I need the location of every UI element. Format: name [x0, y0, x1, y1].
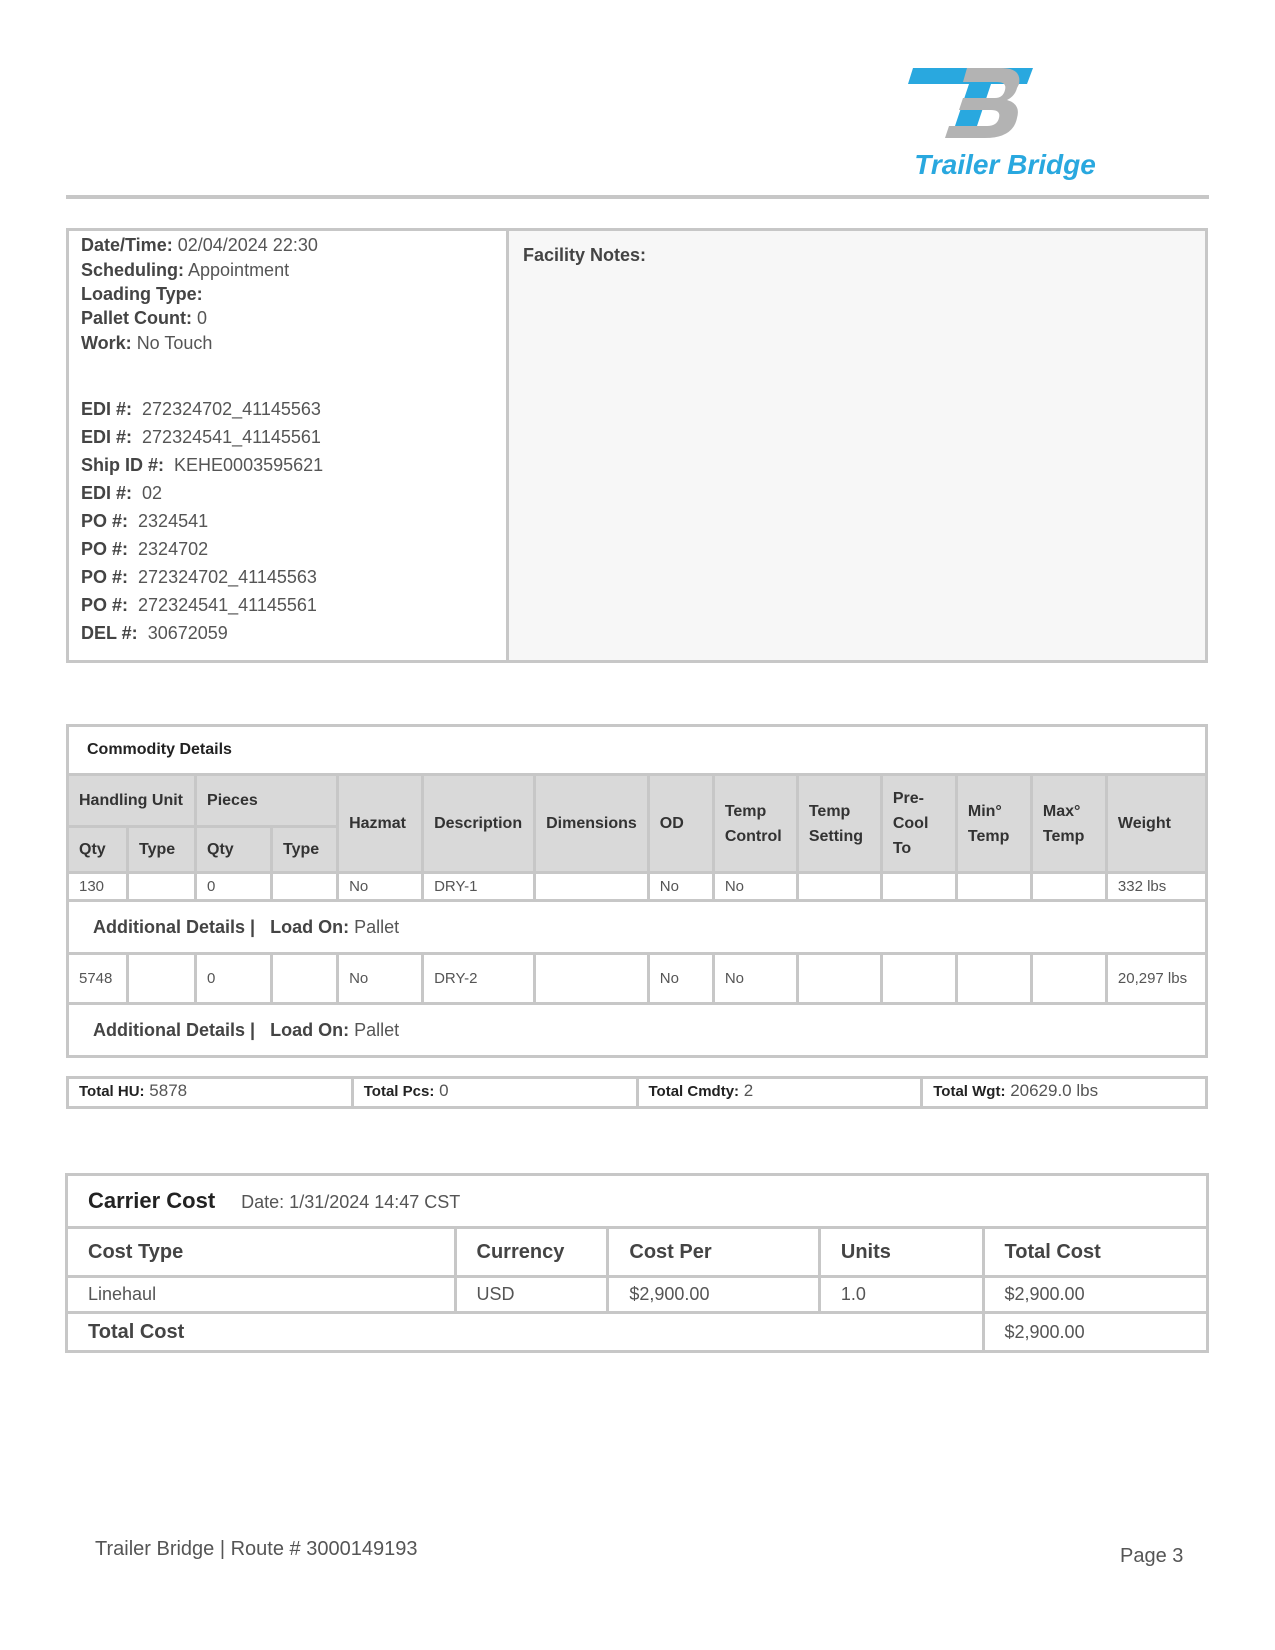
- work-line: Work: No Touch: [81, 333, 213, 353]
- header-pc-type: Type: [272, 827, 338, 873]
- description-cell: DRY-1: [423, 873, 535, 901]
- carrier-cost-table: [65, 1173, 1209, 1353]
- total-cost-cell: $2,900.00: [983, 1277, 1208, 1313]
- total-cost-value: $2,900.00: [983, 1313, 1208, 1352]
- carrier-cost-date: Date: 1/31/2024 14:47 CST: [241, 1192, 461, 1212]
- total-hu: Total HU: 5878: [69, 1079, 354, 1106]
- facility-notes-label: Facility Notes:: [523, 245, 647, 265]
- header-precool: Pre-Cool To: [881, 775, 956, 873]
- dimensions-cell: [535, 954, 649, 1004]
- pallet-count-line: Pallet Count: 0: [81, 308, 208, 328]
- header-currency: Currency: [455, 1228, 608, 1277]
- header-hu-type: Type: [128, 827, 196, 873]
- temp-setting-cell: [797, 873, 881, 901]
- min-temp-cell: [956, 954, 1031, 1004]
- hu-qty-cell: 130: [68, 873, 128, 901]
- loading-type-line: Loading Type:: [81, 284, 203, 304]
- header-weight: Weight: [1106, 775, 1206, 873]
- max-temp-cell: [1031, 954, 1106, 1004]
- header-hu-qty: Qty: [68, 827, 128, 873]
- total-cost-row: [67, 1313, 1208, 1352]
- pc-qty-cell: 0: [196, 873, 272, 901]
- table-row: [67, 1277, 1208, 1313]
- total-cmdty: Total Cmdty: 2: [639, 1079, 924, 1106]
- header-divider: [66, 195, 1209, 199]
- hu-qty-cell: 5748: [68, 954, 128, 1004]
- additional-details-row: [68, 901, 1207, 954]
- logo-wordmark: Trailer Bridge: [914, 149, 1096, 180]
- header-pieces: Pieces: [196, 775, 338, 827]
- ref-line: EDI #: 02: [81, 483, 163, 503]
- footer-route: Trailer Bridge | Route # 3000149193: [95, 1538, 418, 1560]
- header-max-temp: Max° Temp: [1031, 775, 1106, 873]
- commodity-table: [66, 724, 1208, 1058]
- pc-qty-cell: 0: [196, 954, 272, 1004]
- hu-type-cell: [128, 873, 196, 901]
- additional-details-cell: Additional Details | Load On: Pallet: [68, 901, 1207, 954]
- units-cell: 1.0: [819, 1277, 983, 1313]
- total-wgt: Total Wgt: 20629.0 lbs: [933, 1081, 1099, 1100]
- header-units: Units: [819, 1228, 983, 1277]
- ref-line: PO #: 2324541: [81, 511, 209, 531]
- table-row: [68, 873, 1207, 901]
- additional-details-row: [68, 1004, 1207, 1057]
- additional-details-cell: Additional Details | Load On: Pallet: [68, 1004, 1207, 1057]
- dimensions-cell: [535, 873, 649, 901]
- min-temp-cell: [956, 873, 1031, 901]
- header-od: OD: [648, 775, 713, 873]
- ref-line: EDI #: 272324702_41145563: [81, 399, 321, 419]
- weight-cell: 20,297 lbs: [1106, 954, 1206, 1004]
- ref-line: PO #: 272324541_41145561: [81, 595, 317, 615]
- pc-type-cell: [272, 954, 338, 1004]
- pc-type-cell: [272, 873, 338, 901]
- commodity-title: Commodity Details: [68, 726, 1207, 775]
- table-row: [68, 954, 1207, 1004]
- currency-cell: USD: [455, 1277, 608, 1313]
- ref-line: PO #: 2324702: [81, 539, 209, 559]
- header-min-temp: Min° Temp: [956, 775, 1031, 873]
- carrier-cost-header: [67, 1175, 1208, 1228]
- header-cost-per: Cost Per: [608, 1228, 820, 1277]
- total-cost-label: Total Cost: [67, 1313, 984, 1352]
- carrier-cost-title: Carrier Cost: [88, 1188, 216, 1213]
- header-handling-unit: Handling Unit: [68, 775, 196, 827]
- hu-type-cell: [128, 954, 196, 1004]
- facility-notes-panel: [509, 231, 1205, 660]
- od-cell: No: [648, 873, 713, 901]
- temp-control-cell: No: [713, 954, 797, 1004]
- precool-cell: [881, 873, 956, 901]
- header-hazmat: Hazmat: [338, 775, 423, 873]
- header-temp-setting: Temp Setting: [797, 775, 881, 873]
- max-temp-cell: [1031, 873, 1106, 901]
- description-cell: DRY-2: [423, 954, 535, 1004]
- trailer-bridge-logo: [905, 66, 1105, 184]
- header-pc-qty: Qty: [196, 827, 272, 873]
- ref-line: EDI #: 272324541_41145561: [81, 427, 321, 447]
- facility-details: [69, 231, 509, 660]
- header-description: Description: [423, 775, 535, 873]
- header-total-cost: Total Cost: [983, 1228, 1208, 1277]
- hazmat-cell: No: [338, 873, 423, 901]
- scheduling-line: Scheduling: Appointment: [81, 260, 290, 280]
- total-pcs: Total Pcs: 0: [354, 1079, 639, 1106]
- ref-line: Ship ID #: KEHE0003595621: [81, 455, 324, 475]
- facility-box: [66, 228, 1208, 663]
- commodity-totals: [66, 1076, 1208, 1109]
- header-dimensions: Dimensions: [535, 775, 649, 873]
- page-number: Page 3: [1120, 1545, 1184, 1567]
- ref-line: DEL #: 30672059: [81, 623, 228, 643]
- header-cost-type: Cost Type: [67, 1228, 456, 1277]
- precool-cell: [881, 954, 956, 1004]
- ref-line: PO #: 272324702_41145563: [81, 567, 317, 587]
- temp-control-cell: No: [713, 873, 797, 901]
- datetime-line: Date/Time: 02/04/2024 22:30: [81, 235, 318, 255]
- weight-cell: 332 lbs: [1106, 873, 1206, 901]
- cost-type-cell: Linehaul: [67, 1277, 456, 1313]
- temp-setting-cell: [797, 954, 881, 1004]
- cost-per-cell: $2,900.00: [608, 1277, 820, 1313]
- od-cell: No: [648, 954, 713, 1004]
- header-temp-control: Temp Control: [713, 775, 797, 873]
- hazmat-cell: No: [338, 954, 423, 1004]
